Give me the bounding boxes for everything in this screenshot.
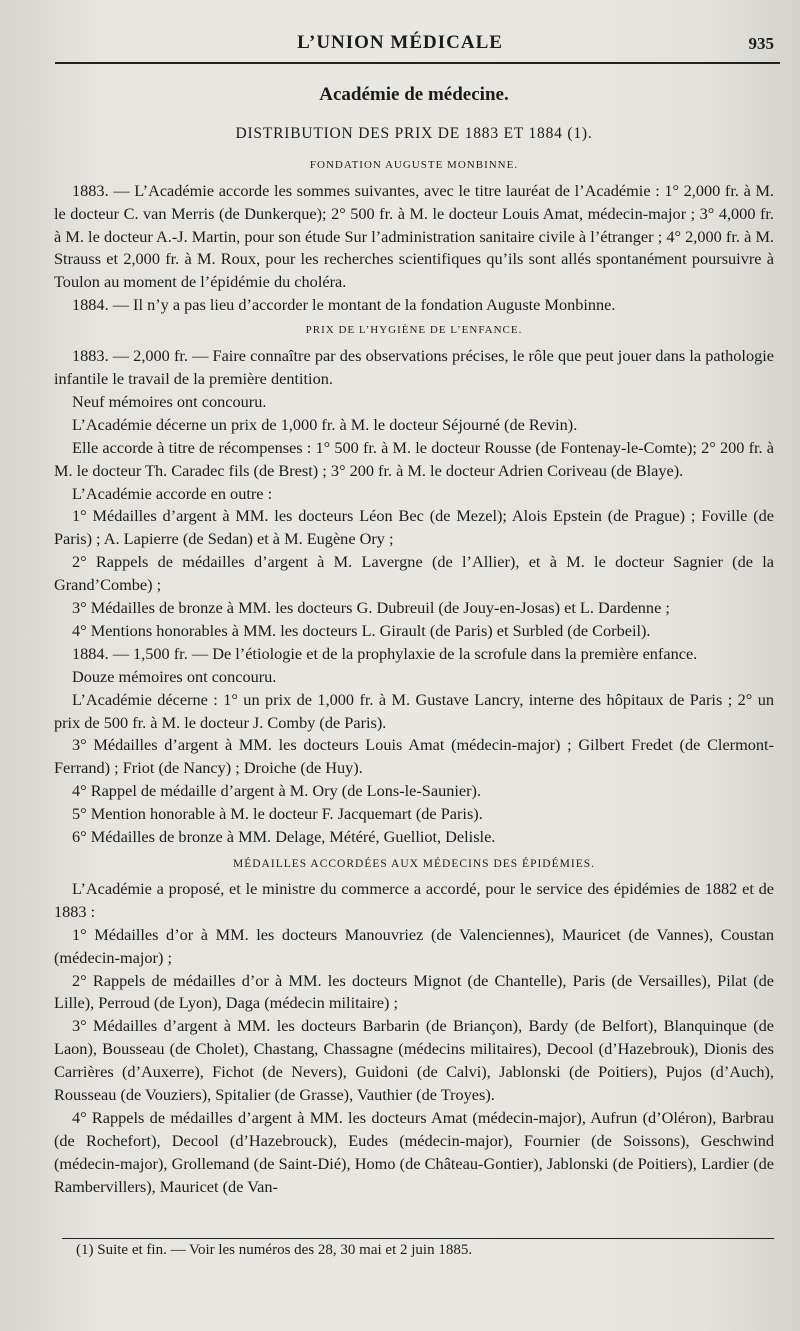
paragraph: 4° Rappels de médailles d’argent à MM. les docteurs Amat (médecin-major), Aufrun (d’Oléron), Barbrau (de Rochefort), Decool (d’Hazebrouck), Eudes (médecin-major), Fournier (de Soissons), Geschwind (médecin-major), Grollemand (de Saint-Dié), Homo (de Château-Gontier), Jablonski (de Poitiers), Lardier (de Rambervillers), Mauricet (de Van-: [54, 1107, 774, 1196]
paragraph: 3° Médailles d’argent à MM. les docteurs Louis Amat (médecin-major) ; Gilbert Fredet (de Clermont-Ferrand) ; Friot (de Nancy) ; Droiche (de Huy).: [54, 735, 774, 778]
paragraph: 3° Médailles de bronze à MM. les docteurs G. Dubreuil (de Jouy-en-Josas) et L. Dardenne ;: [72, 598, 670, 618]
paragraph: Neuf mémoires ont concouru.: [72, 391, 267, 411]
paragraph: 1883. — L’Académie accorde les sommes suivantes, avec le titre lauréat de l’Académie : 1° 2,000 fr. à M. le docteur C. van Merris (de Dunkerque); 2° 500 fr. à M. le docteur Louis Amat, médecin-major ; 3° 4,000 fr. à M. le docteur A.-J. Martin, pour son étude Sur l’administration sanitaire civile à l’étranger ; 4° 2,000 fr. à M. Strauss et 2,000 fr. à M. Roux, pour les recherches scientifiques qu’ils sont allés spontanément poursuivre à Toulon au moment de l’épidémie du choléra.: [54, 180, 774, 292]
running-title: L’UNION MÉDICALE: [297, 32, 503, 53]
paragraph: L’Académie a proposé, et le ministre du commerce a accordé, pour le service des épidémies de 1882 et de 1883 :: [54, 878, 774, 921]
section-heading: PRIX DE L’HYGIÈNE DE L’ENFANCE.: [305, 324, 523, 337]
article-subtitle: DISTRIBUTION DES PRIX DE 1883 ET 1884 (1).: [235, 124, 593, 142]
paragraph: L’Académie décerne un prix de 1,000 fr. à M. le docteur Séjourné (de Revin).: [72, 414, 578, 434]
page-number: 935: [748, 34, 774, 53]
paragraph: 1884. — Il n’y a pas lieu d’accorder le montant de la fondation Auguste Monbinne.: [72, 295, 616, 315]
paragraph: 1° Médailles d’argent à MM. les docteurs Léon Bec (de Mezel); Alois Epstein (de Prague) ; Foville (de Paris) ; A. Lapierre (de Sedan) et à M. Eugène Ory ;: [54, 506, 774, 549]
paragraph: 1883. — 2,000 fr. — Faire connaître par des observations précises, le rôle que peut jouer dans la pathologie infantile le travail de la première dentition.: [54, 346, 774, 388]
paragraph: 6° Médailles de bronze à MM. Delage, Météré, Guelliot, Delisle.: [72, 827, 496, 847]
paragraph: 1° Médailles d’or à MM. les docteurs Manouvriez (de Valenciennes), Mauricet (de Vannes), Coustan (médecin-major) ;: [54, 924, 774, 967]
paragraph: Douze mémoires ont concouru.: [72, 666, 277, 686]
section-heading: MÉDAILLES ACCORDÉES AUX MÉDECINS DES ÉPIDÉMIES.: [233, 858, 595, 870]
paragraph: L’Académie décerne : 1° un prix de 1,000 fr. à M. Gustave Lancry, interne des hôpitaux de Paris ; 2° un prix de 500 fr. à M. le docteur J. Comby (de Paris).: [54, 689, 774, 732]
paragraph: Elle accorde à titre de récompenses : 1° 500 fr. à M. le docteur Rousse (de Fontenay-le-Comte); 2° 200 fr. à M. le docteur Th. Caradec fils (de Brest) ; 3° 200 fr. à M. le docteur Adrien Coriveau (de Blaye).: [54, 437, 774, 480]
paragraph: 4° Rappel de médaille d’argent à M. Ory (de Lons-le-Saunier).: [72, 781, 482, 801]
footnote-rule: [62, 1238, 774, 1239]
paragraph: 1884. — 1,500 fr. — De l’étiologie et de la prophylaxie de la scrofule dans la première enfance.: [72, 643, 698, 663]
section-heading: FONDATION AUGUSTE MONBINNE.: [309, 158, 519, 171]
page-header: [0, 30, 800, 60]
paragraph: 5° Mention honorable à M. le docteur F. Jacquemart (de Paris).: [72, 804, 483, 824]
article-body: [54, 82, 774, 1199]
article-title: Académie de médecine.: [319, 84, 509, 105]
paragraph: 2° Rappels de médailles d’argent à M. Lavergne (de l’Allier), et à M. le docteur Sagnier (de la Grand’Combe) ;: [54, 552, 774, 595]
paragraph: 4° Mentions honorables à MM. les docteurs L. Girault (de Paris) et Surbled (de Corbeil).: [72, 620, 651, 640]
paragraph: 2° Rappels de médailles d’or à MM. les docteurs Mignot (de Chantelle), Paris (de Versailles), Pilat (de Lille), Perroud (de Lyon), Daga (médecin militaire) ;: [54, 970, 774, 1013]
paragraph: L’Académie accorde en outre :: [72, 483, 273, 503]
header-rule: [55, 62, 780, 64]
footnote: (1) Suite et fin. — Voir les numéros des 28, 30 mai et 2 juin 1885.: [76, 1242, 473, 1258]
paragraph: 3° Médailles d’argent à MM. les docteurs Barbarin (de Briançon), Bardy (de Belfort), Blanquinque (de Laon), Bousseau (de Cholet), Chastang, Chassagne (médecins militaires), Decool (d’Hazebrouk), Dionis des Carrières (d’Auxerre), Fichot (de Nevers), Guidoni (de Calvi), Jablonski (de Poitiers), Pujos (d’Auch), Rousseau (de Vouziers), Spitalier (de Grasse), Vauthier (de Troyes).: [54, 1016, 774, 1105]
